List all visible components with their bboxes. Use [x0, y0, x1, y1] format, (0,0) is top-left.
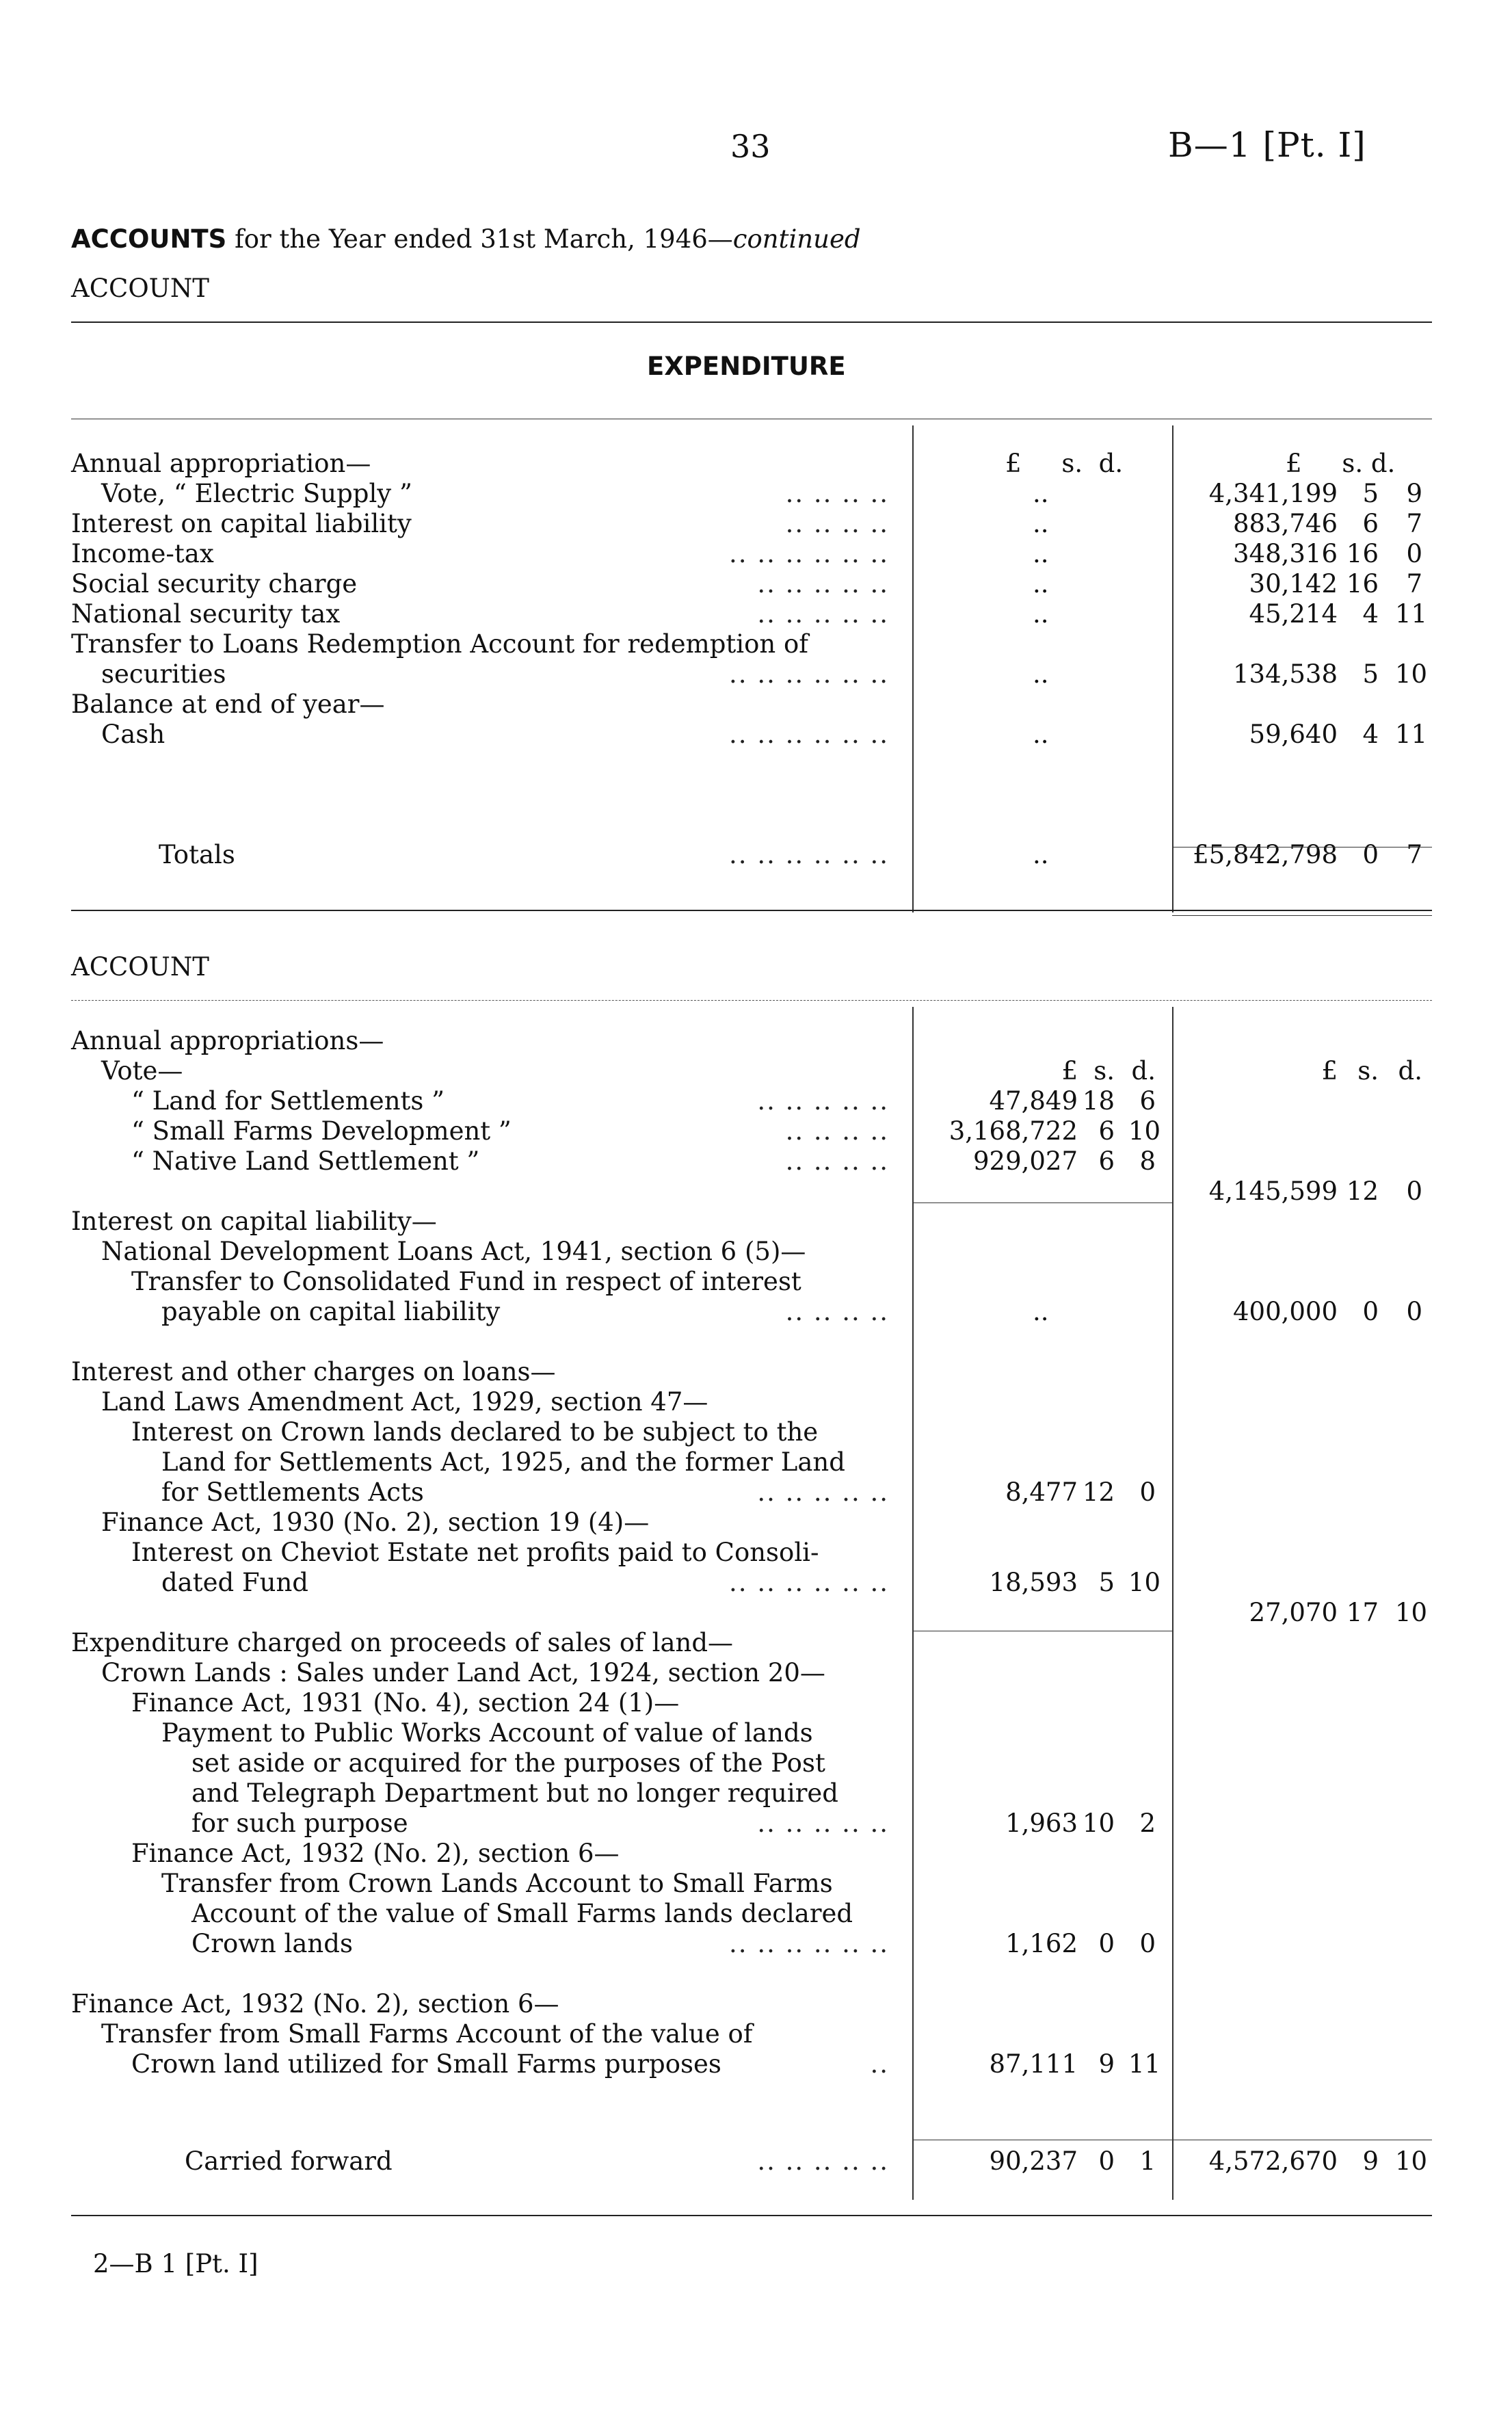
carried-forward-amount-pence: 10 — [1395, 2146, 1428, 2176]
leader-dots: .. .. .. .. .. .. — [729, 840, 889, 869]
accounts-title-bold: ACCOUNTS — [71, 224, 227, 254]
mid-amount-pence: 10 — [1128, 1116, 1161, 1146]
expenditure-amount-shillings: 5 — [1362, 659, 1379, 689]
appropriation-item-label: Finance Act, 1931 (No. 4), section 24 (1)— — [131, 1688, 680, 1718]
appropriation-item-label: Land Laws Amendment Act, 1929, section 47— — [101, 1387, 708, 1417]
expenditure-amount-shillings: 4 — [1362, 720, 1379, 749]
appropriation-item-label: “ Native Land Settlement ” — [131, 1146, 480, 1176]
leader-dots: .. .. .. .. — [785, 509, 889, 538]
appropriation-item-label: Land for Settlements Act, 1925, and the former Land — [161, 1447, 845, 1477]
mid-amount-pence: 0 — [1139, 1477, 1156, 1507]
carried-forward-mid-pence: 1 — [1139, 2146, 1156, 2176]
expenditure-item-label: Cash — [101, 720, 165, 749]
expenditure-amount-pounds: 4,341,199 — [1208, 479, 1338, 508]
appropriation-amount-shillings: 0 — [1362, 1297, 1379, 1326]
appropriation-item-label: Interest on Cheviot Estate net profits paid to Consoli- — [131, 1538, 819, 1567]
mid-dots: .. — [1033, 479, 1049, 508]
rule-below-totals — [71, 910, 1432, 911]
accounts-title-rest: for the Year ended 31st March, 1946— — [235, 224, 733, 254]
accounts-title-continued: continued — [732, 224, 861, 254]
appropriation-item-label: Interest on Crown lands declared to be subject to the — [131, 1417, 819, 1447]
leader-dots: .. .. .. .. .. .. — [729, 659, 889, 689]
leader-dots: .. .. .. .. .. — [757, 2146, 889, 2176]
totals-label: Totals — [159, 840, 235, 869]
appropriation-amount-pence: 0 — [1406, 1297, 1422, 1326]
mid-amount-pence: 6 — [1139, 1086, 1156, 1116]
subtotal-votes-shillings: 12 — [1346, 1177, 1379, 1206]
mid-amount-pounds: 8,477 — [1005, 1477, 1078, 1507]
expenditure-item-label: Social security charge — [71, 569, 358, 599]
appropriation-item-label: Finance Act, 1932 (No. 2), section 6— — [131, 1839, 620, 1868]
appropriation-item-label: payable on capital liability — [161, 1297, 501, 1326]
expenditure-amount-shillings: 16 — [1346, 539, 1379, 568]
mid-amount-shillings: 18 — [1082, 1086, 1115, 1116]
rule-section2-top — [71, 1000, 1432, 1001]
mid-amount-pounds: 929,027 — [972, 1146, 1078, 1176]
mid-amount-pence: 0 — [1139, 1929, 1156, 1958]
expenditure-heading: EXPENDITURE — [647, 352, 846, 381]
appropriation-item-label: for such purpose — [191, 1809, 408, 1838]
rule-bottom — [71, 2215, 1432, 2216]
appropriation-amount-shillings: s. — [1357, 1056, 1379, 1086]
leader-dots: .. — [870, 2049, 889, 2079]
expenditure-item-label: securities — [101, 659, 226, 689]
mid-amount-pence: 10 — [1128, 1568, 1161, 1597]
leader-dots: .. .. .. .. — [785, 479, 889, 508]
carried-forward-mid-pounds: 90,237 — [989, 2146, 1078, 2176]
appropriation-item-label: Interest on capital liability— — [71, 1207, 437, 1236]
mid-amount-pounds: 1,162 — [1005, 1929, 1078, 1958]
mid-amount-shillings: 12 — [1082, 1477, 1115, 1507]
expenditure-amount-pounds: 30,142 — [1249, 569, 1338, 599]
subtotal-votes-pounds: 4,145,599 — [1208, 1177, 1338, 1206]
mid-amount-shillings: 6 — [1098, 1146, 1115, 1176]
appropriation-item-label: Transfer from Small Farms Account of the value of — [101, 2019, 753, 2049]
expenditure-amount-pounds: 134,538 — [1232, 659, 1338, 689]
mid-amount-shillings: 6 — [1098, 1116, 1115, 1146]
expenditure-amount-pence: 11 — [1395, 720, 1428, 749]
appropriation-item-label: “ Small Farms Development ” — [131, 1116, 512, 1146]
s1-mid-col-heads: £ s. d. — [1005, 449, 1124, 478]
totals-amount-shillings: 0 — [1362, 840, 1379, 869]
carried-forward-mid-shillings: 0 — [1098, 2146, 1115, 2176]
leader-dots: .. .. .. .. .. — [757, 1086, 889, 1116]
appropriation-item-label: Finance Act, 1930 (No. 2), section 19 (4)— — [101, 1508, 650, 1537]
appropriation-item-label: “ Land for Settlements ” — [131, 1086, 445, 1116]
expenditure-item-label: Annual appropriation— — [71, 449, 371, 478]
expenditure-amount-shillings: 5 — [1362, 479, 1379, 508]
expenditure-amount-pence: 0 — [1406, 539, 1422, 568]
expenditure-amount-pounds: 348,316 — [1232, 539, 1338, 568]
rule-top — [71, 321, 1432, 323]
leader-dots: .. .. .. .. .. — [757, 1809, 889, 1838]
expenditure-amount-pence: 7 — [1406, 569, 1422, 599]
appropriation-item-label: Crown Lands : Sales under Land Act, 1924, section 20— — [101, 1658, 825, 1687]
appropriation-item-label: Transfer to Consolidated Fund in respect of interest — [131, 1267, 801, 1296]
mid-amount-pounds: 1,963 — [1005, 1809, 1078, 1838]
expenditure-amount-pence: 7 — [1406, 509, 1422, 538]
appropriation-item-label: and Telegraph Department but no longer required — [191, 1778, 838, 1808]
leader-dots: .. .. .. .. .. .. — [729, 720, 889, 749]
expenditure-amount-pounds: 45,214 — [1249, 599, 1338, 629]
mid-amount-pounds: 18,593 — [989, 1568, 1078, 1597]
column-rule-mid-1 — [912, 425, 914, 912]
appropriation-item-label: National Development Loans Act, 1941, section 6 (5)— — [101, 1237, 806, 1266]
totals-amount-pence: 7 — [1406, 840, 1422, 869]
leader-dots: .. .. .. .. .. .. — [729, 1568, 889, 1597]
mid-amount-pence: 2 — [1139, 1809, 1156, 1838]
appropriation-item-label: Transfer from Crown Lands Account to Small Farms — [161, 1869, 833, 1898]
account-label-1: ACCOUNT — [71, 274, 209, 303]
carried-forward-amount-pounds: 4,572,670 — [1208, 2146, 1338, 2176]
appropriation-item-label: Interest and other charges on loans— — [71, 1357, 556, 1387]
appropriation-amount-pounds: £ — [1321, 1056, 1338, 1086]
mid-dots: .. — [1033, 599, 1049, 629]
appropriation-amount-pence: d. — [1398, 1056, 1422, 1086]
expenditure-amount-pounds: 59,640 — [1249, 720, 1338, 749]
subtotal-votes-pence: 0 — [1406, 1177, 1422, 1206]
appropriation-item-label: Expenditure charged on proceeds of sales of land— — [71, 1628, 734, 1657]
mid-dots: .. — [1033, 569, 1049, 599]
mid-amount-pounds: 47,849 — [989, 1086, 1078, 1116]
mid-amount-shillings: 0 — [1098, 1929, 1115, 1958]
leader-dots: .. .. .. .. .. .. — [729, 1929, 889, 1958]
footer-signature: 2—B 1 [Pt. I] — [93, 2249, 258, 2278]
mid-amount-pounds: 87,111 — [989, 2049, 1078, 2079]
appropriation-item-label: for Settlements Acts — [161, 1477, 424, 1507]
mid-amount-pounds: £ — [1061, 1056, 1078, 1086]
s1-amt-col-heads: £ s. d. — [1286, 449, 1396, 478]
mid-dots: .. — [1033, 539, 1049, 568]
mid-dots: .. — [1033, 1297, 1049, 1326]
mid-amount-shillings: s. — [1093, 1056, 1115, 1086]
expenditure-item-label: National security tax — [71, 599, 341, 629]
subtotal-loans-shillings: 17 — [1346, 1598, 1379, 1627]
expenditure-amount-shillings: 4 — [1362, 599, 1379, 629]
appropriation-item-label: Crown lands — [191, 1929, 353, 1958]
expenditure-amount-pounds: 883,746 — [1232, 509, 1338, 538]
appropriation-item-label: Vote— — [101, 1056, 183, 1086]
carried-forward-label: Carried forward — [185, 2146, 393, 2176]
accounts-title — [71, 224, 861, 254]
mid-dots: .. — [1033, 720, 1049, 749]
leader-dots: .. .. .. .. .. — [757, 569, 889, 599]
leader-dots: .. .. .. .. .. — [757, 599, 889, 629]
leader-dots: .. .. .. .. — [785, 1297, 889, 1326]
appropriation-item-label: Finance Act, 1932 (No. 2), section 6— — [71, 1989, 559, 2019]
appropriation-item-label: Annual appropriations— — [71, 1026, 384, 1055]
subtotal-loans-pounds: 27,070 — [1249, 1598, 1338, 1627]
column-rule-mid-2 — [912, 1007, 914, 2200]
mid-dots: .. — [1033, 840, 1049, 869]
totals-amount-pounds: £5,842,798 — [1193, 840, 1338, 869]
rule-below-totals-2 — [1172, 915, 1432, 916]
mid-amount-pence: 11 — [1128, 2049, 1161, 2079]
expenditure-amount-pence: 11 — [1395, 599, 1428, 629]
appropriation-item-label: Crown land utilized for Small Farms purposes — [131, 2049, 721, 2079]
appropriation-item-label: set aside or acquired for the purposes of the Post — [191, 1748, 825, 1778]
appropriation-amount-pounds: 400,000 — [1232, 1297, 1338, 1326]
leader-dots: .. .. .. .. — [785, 1116, 889, 1146]
page-number: 33 — [730, 128, 771, 165]
mid-amount-pence: 8 — [1139, 1146, 1156, 1176]
expenditure-amount-shillings: 6 — [1362, 509, 1379, 538]
leader-dots: .. .. .. .. .. — [757, 1477, 889, 1507]
mid-amount-pounds: 3,168,722 — [949, 1116, 1078, 1146]
expenditure-item-label: Interest on capital liability — [71, 509, 412, 538]
expenditure-item-label: Transfer to Loans Redemption Account for redemption of — [71, 629, 808, 659]
mid-amount-shillings: 9 — [1098, 2049, 1115, 2079]
document-reference: B—1 [Pt. I] — [1168, 125, 1366, 165]
appropriation-item-label: Account of the value of Small Farms lands declared — [191, 1899, 853, 1928]
expenditure-amount-shillings: 16 — [1346, 569, 1379, 599]
appropriation-item-label: Payment to Public Works Account of value of lands — [161, 1718, 813, 1748]
mid-amount-shillings: 10 — [1082, 1809, 1115, 1838]
account-label-2: ACCOUNT — [71, 952, 209, 982]
expenditure-item-label: Vote, “ Electric Supply ” — [101, 479, 412, 508]
expenditure-amount-pence: 9 — [1406, 479, 1422, 508]
mid-amount-pence: d. — [1131, 1056, 1156, 1086]
leader-dots: .. .. .. .. .. .. — [729, 539, 889, 568]
mid-dots: .. — [1033, 659, 1049, 689]
subtotal-loans-pence: 10 — [1395, 1598, 1428, 1627]
expenditure-item-label: Income-tax — [71, 539, 214, 568]
carried-forward-amount-shillings: 9 — [1362, 2146, 1379, 2176]
expenditure-amount-pence: 10 — [1395, 659, 1428, 689]
leader-dots: .. .. .. .. — [785, 1146, 889, 1176]
appropriation-item-label: dated Fund — [161, 1568, 308, 1597]
mid-amount-shillings: 5 — [1098, 1568, 1115, 1597]
mid-dots: .. — [1033, 509, 1049, 538]
expenditure-item-label: Balance at end of year— — [71, 689, 385, 719]
